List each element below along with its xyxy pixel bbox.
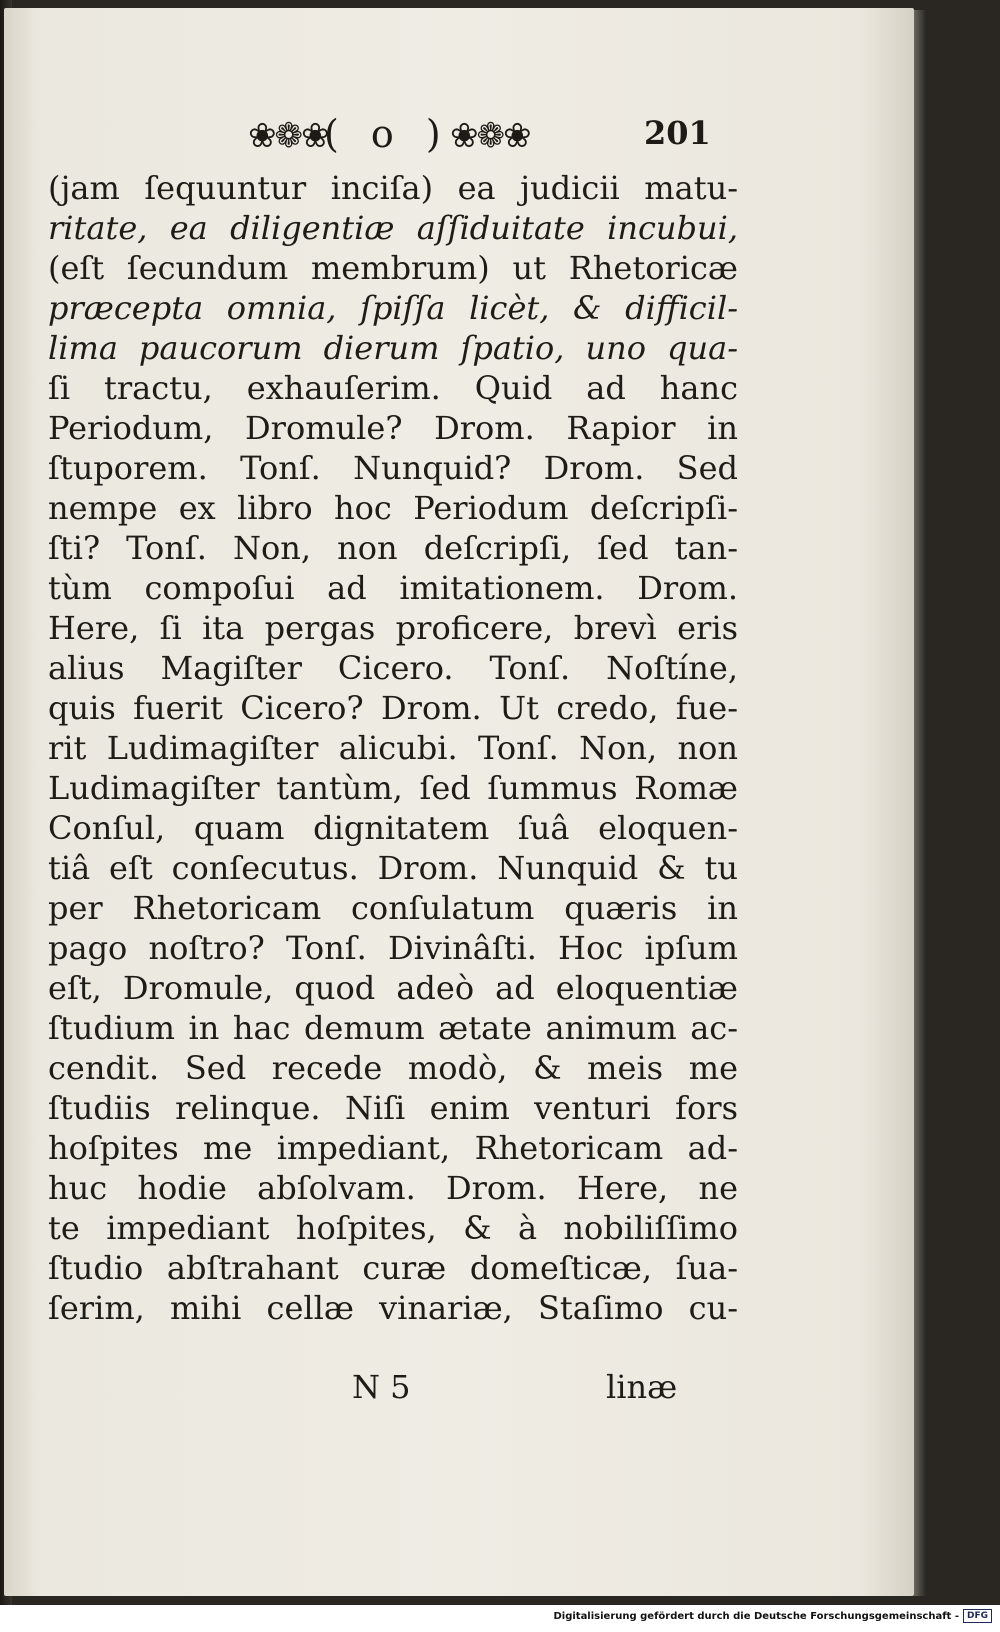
text-line: ſi tractu, exhauſerim. Quid ad hanc — [48, 369, 738, 407]
text-line: ſerim, mihi cellæ vinariæ, Staſimo cu- — [48, 1289, 738, 1327]
text-line: quis fuerit Cicero? Drom. Ut credo, fue- — [48, 689, 738, 727]
credit-text: Digitalisierung gefördert durch die Deutsche Forschungsgemeinschaft - — [553, 1610, 959, 1622]
running-header — [4, 108, 914, 168]
text-line: Ludimagiſter tantùm, ſed ſummus Romæ — [48, 769, 738, 807]
digitization-credit — [553, 1609, 992, 1623]
text-line: ritate, ea diligentiæ aſſiduitate incubui, — [48, 209, 738, 247]
text-line: ſtudium in hac demum ætate animum ac- — [48, 1009, 738, 1047]
text-line: per Rhetoricam conſulatum quæris in — [48, 889, 738, 927]
text-line: tùm compoſui ad imitationem. Drom. — [48, 569, 738, 607]
text-line: lima paucorum dierum ſpatio, uno qua- — [48, 329, 738, 367]
text-line: cendit. Sed recede modò, & meis me — [48, 1049, 738, 1087]
text-line: (jam ſequuntur inciſa) ea judicii matu- — [48, 169, 738, 207]
text-line: ſtuporem. Tonſ. Nunquid? Drom. Sed — [48, 449, 738, 487]
text-line: Here, ſi ita pergas proficere, brevì eris — [48, 609, 738, 647]
signature-mark: N 5 — [352, 1368, 411, 1406]
body-text — [48, 168, 738, 1328]
text-line: Periodum, Dromule? Drom. Rapior in — [48, 409, 738, 447]
page-footer — [4, 1368, 914, 1416]
text-line: rit Ludimagiſter alicubi. Tonſ. Non, non — [48, 729, 738, 767]
text-line: ſti? Tonſ. Non, non deſcripſi, ſed tan- — [48, 529, 738, 567]
catchword: linæ — [606, 1368, 678, 1406]
text-line: Conſul, quam dignitatem ſuâ eloquen- — [48, 809, 738, 847]
text-line: hoſpites me impediant, Rhetoricam ad- — [48, 1129, 738, 1167]
text-line: eſt, Dromule, quod adeò ad eloquentiæ — [48, 969, 738, 1007]
header-paren: ( o ) — [324, 112, 451, 156]
text-line: ſtudiis relinque. Niſi enim venturi fors — [48, 1089, 738, 1127]
text-line: alius Magiſter Cicero. Tonſ. Noſtíne, — [48, 649, 738, 687]
text-line: nempe ex libro hoc Periodum deſcripſi- — [48, 489, 738, 527]
dfg-logo-icon: DFG — [963, 1609, 992, 1623]
text-line: tiâ eſt conſecutus. Drom. Nunquid & tu — [48, 849, 738, 887]
page-number: 201 — [644, 114, 711, 152]
text-line: huc hodie abſolvam. Drom. Here, ne — [48, 1169, 738, 1207]
text-line: (eſt ſecundum membrum) ut Rhetoricæ — [48, 249, 738, 287]
book-page — [4, 8, 914, 1596]
ornament-right-icon: ❀❁❀ — [450, 116, 530, 156]
text-line: te impediant hoſpites, & à nobiliſſimo — [48, 1209, 738, 1247]
text-line: pago noſtro? Tonſ. Divinâſti. Hoc ipſum — [48, 929, 738, 967]
text-line: ſtudio abſtrahant curæ domeſticæ, ſua- — [48, 1249, 738, 1287]
page-edge-shadow — [914, 10, 926, 1596]
text-line: præcepta omnia, ſpiſſa licèt, & difficil- — [48, 289, 738, 327]
ornament-left-icon: ❀❁❀ — [248, 116, 328, 156]
